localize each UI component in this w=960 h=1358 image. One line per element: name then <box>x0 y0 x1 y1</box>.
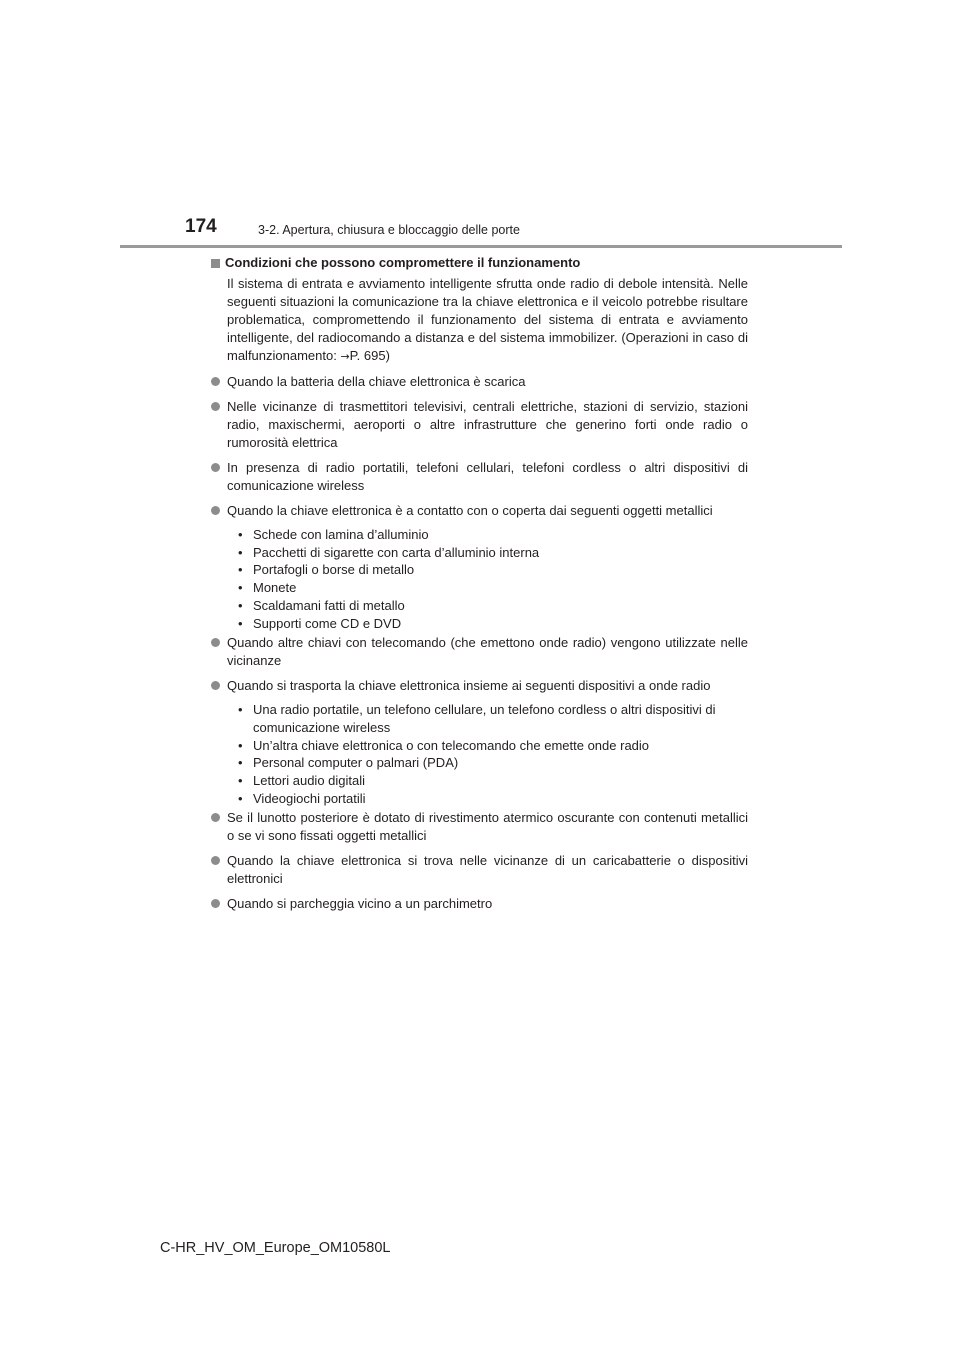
intro-paragraph <box>227 275 748 366</box>
list-item <box>211 895 748 913</box>
heading-text: Condizioni che possono compromettere il funzionamento <box>225 255 581 270</box>
sub-list-item <box>238 561 748 579</box>
circle-bullet-icon <box>211 377 220 386</box>
sub-list-item <box>238 737 748 755</box>
sub-bullet: • <box>238 527 243 542</box>
sub-list-item-text: Pacchetti di sigarette con carta d’alluminio interna <box>253 544 540 560</box>
section-title: 3-2. Apertura, chiusura e bloccaggio delle porte <box>258 223 520 237</box>
list-item <box>211 809 748 845</box>
square-bullet-icon <box>211 259 220 268</box>
sub-bullet: • <box>238 562 243 578</box>
sub-list-item <box>238 615 748 633</box>
intro-text: Il sistema di entrata e avviamento intelligente sfrutta onde radio di debole intensità. Nelle seguenti situazioni la comunicazione tra la chiave elettronica e il veicolo potrebbe risultare problematica, compromettendo il funzionamento del sistema di entrata e avviamento intelligente, del radiocomando a distanza e del sistema immobilizer. (Operazioni in caso di malfunzionamento: <box>227 276 748 363</box>
page-reference: P. 695) <box>349 348 390 363</box>
sub-list-item <box>238 579 748 597</box>
sub-list-item-text: Portafogli o borse di metallo <box>253 562 415 578</box>
list-item <box>211 459 748 495</box>
list-item <box>211 398 748 452</box>
circle-bullet-icon <box>211 463 220 472</box>
circle-bullet-icon <box>211 899 220 908</box>
section-heading <box>211 254 748 272</box>
sub-list-item <box>238 544 748 562</box>
sub-list-item <box>238 597 748 615</box>
circle-bullet-icon <box>211 506 220 515</box>
sub-list-item <box>238 754 748 772</box>
sub-list-item-text: Schede con lamina d’alluminio <box>253 527 429 542</box>
list-item <box>211 677 748 695</box>
list-item <box>211 502 748 520</box>
list-item-text: Quando si trasporta la chiave elettronica insieme ai seguenti dispositivi a onde radio <box>227 678 711 694</box>
sub-bullet: • <box>238 544 243 560</box>
page-content <box>211 254 748 913</box>
sub-list-item <box>238 526 748 544</box>
list-item <box>211 634 748 670</box>
sub-bullet: • <box>238 702 243 718</box>
sub-bullet: • <box>238 755 243 771</box>
sub-bullet: • <box>238 580 243 596</box>
circle-bullet-icon <box>211 638 220 647</box>
list-item <box>211 852 748 888</box>
sub-bullet: • <box>238 597 243 613</box>
page-number: 174 <box>185 216 217 237</box>
metal-objects-list <box>238 526 748 632</box>
sub-list-item-text: Una radio portatile, un telefono cellulare, un telefono cordless o altri dispositivi di comunicazione wireless <box>253 702 716 735</box>
sub-list-item <box>238 790 748 808</box>
radio-devices-list <box>238 701 748 807</box>
sub-list-item-text: Lettori audio digitali <box>253 773 366 789</box>
document-code: C-HR_HV_OM_Europe_OM10580L <box>160 1240 391 1256</box>
page-header <box>185 216 845 246</box>
list-item-text: Se il lunotto posteriore è dotato di rivestimento atermico oscurante con contenuti metallici o se vi sono fissati oggetti metallici <box>227 810 748 844</box>
arrow-icon: → <box>340 350 350 363</box>
sub-bullet: • <box>238 737 243 753</box>
sub-list-item-text: Personal computer o palmari (PDA) <box>253 755 459 771</box>
circle-bullet-icon <box>211 402 220 411</box>
sub-list-item-text: Scaldamani fatti di metallo <box>253 597 405 613</box>
sub-list-item <box>238 772 748 790</box>
list-item-text: Quando si parcheggia vicino a un parchimetro <box>227 896 493 912</box>
circle-bullet-icon <box>211 856 220 865</box>
sub-list-item-text: Supporti come CD e DVD <box>253 615 402 631</box>
sub-list-item-text: Monete <box>253 580 297 596</box>
list-item-text: Quando la chiave elettronica è a contatto con o coperta dai seguenti oggetti metallici <box>227 503 713 518</box>
list-item-text: In presenza di radio portatili, telefoni cellulari, telefoni cordless o altri dispositivi di comunicazione wireless <box>227 460 748 493</box>
circle-bullet-icon <box>211 813 220 822</box>
list-item-text: Quando la chiave elettronica si trova nelle vicinanze di un caricabatterie o dispositivi elettronici <box>227 853 748 887</box>
sub-bullet: • <box>238 773 243 789</box>
sub-bullet: • <box>238 790 243 806</box>
sub-bullet: • <box>238 615 243 631</box>
list-item-text: Nelle vicinanze di trasmettitori televisivi, centrali elettriche, stazioni di servizio, stazioni radio, maxischermi, aeroporti o altre infrastrutture che generino forti onde radio o rumorosità elettrica <box>227 399 748 450</box>
sub-list-item <box>238 701 748 736</box>
list-item-text: Quando altre chiavi con telecomando (che emettono onde radio) vengono utilizzate nelle vicinanze <box>227 635 748 669</box>
circle-bullet-icon <box>211 681 220 690</box>
header-divider <box>120 245 842 248</box>
list-item <box>211 373 748 391</box>
sub-list-item-text: Un’altra chiave elettronica o con telecomando che emette onde radio <box>253 737 650 753</box>
sub-list-item-text: Videogiochi portatili <box>253 790 366 806</box>
list-item-text: Quando la batteria della chiave elettronica è scarica <box>227 374 526 389</box>
